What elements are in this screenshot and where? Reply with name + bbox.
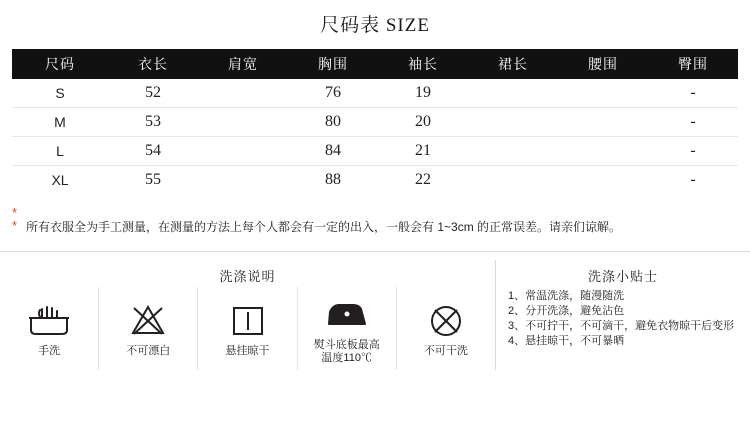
cell-skirt-length: [468, 137, 558, 166]
column-header-sleeve: 袖长: [408, 56, 438, 72]
cell-sleeve: 22: [415, 171, 431, 188]
wash-instructions-panel: [0, 260, 496, 370]
hand-wash-icon: [27, 301, 71, 341]
asterisk-icon: * *: [12, 205, 18, 233]
no-dry-clean-icon: [428, 301, 464, 341]
care-label-iron-low-temp: [314, 339, 380, 365]
wash-icon-row: [0, 287, 495, 370]
care-label-hand-wash: 手洗: [38, 345, 61, 357]
wash-tips-title: 洗涤小贴士: [587, 269, 658, 284]
cell-hip: -: [690, 171, 696, 188]
cell-shoulder: [198, 137, 288, 166]
cell-bust: 76: [325, 84, 341, 101]
page-title: 尺码表 SIZE: [320, 15, 430, 36]
iron-low-temp-icon: [325, 295, 369, 335]
cell-shoulder: [198, 166, 288, 195]
cell-shoulder: [198, 79, 288, 108]
cell-sleeve: 19: [415, 84, 431, 101]
care-item-hand-wash: [0, 287, 98, 370]
cell-skirt-length: [468, 108, 558, 137]
care-label-no-bleach: 不可漂白: [126, 345, 171, 357]
section-divider: [0, 251, 750, 252]
table-row: [12, 137, 738, 166]
cell-waist: [558, 79, 648, 108]
wash-tips-panel: [496, 260, 750, 370]
cell-size: XL: [51, 172, 69, 188]
cell-length: 55: [145, 171, 161, 188]
list-item: 1、常温洗涤，随漫随洗: [508, 290, 625, 302]
cell-sleeve: 20: [415, 113, 431, 130]
cell-hip: -: [690, 84, 696, 101]
wash-tips-list: [502, 289, 744, 349]
care-label-iron-line2: 温度110℃: [321, 351, 372, 364]
table-header-row: [12, 49, 738, 79]
wash-care-section: [0, 260, 750, 370]
size-table-container: [0, 37, 750, 194]
cell-size: L: [56, 143, 64, 159]
cell-waist: [558, 108, 648, 137]
size-table-body: [12, 79, 738, 194]
column-header-length: 衣长: [138, 56, 168, 72]
care-label-hang-dry: 悬挂晾干: [225, 345, 270, 357]
cell-bust: 88: [325, 171, 341, 188]
care-item-hang-dry: [197, 287, 296, 370]
measurement-note: [12, 205, 738, 237]
cell-size: M: [54, 114, 66, 130]
cell-waist: [558, 137, 648, 166]
cell-bust: 80: [325, 113, 341, 130]
cell-length: 54: [145, 142, 161, 159]
cell-skirt-length: [468, 79, 558, 108]
column-header-bust: 胸围: [318, 56, 348, 72]
list-item: 2、分开洗涤，避免沾色: [508, 305, 625, 317]
column-header-hip: 臀围: [678, 56, 708, 72]
cell-length: 53: [145, 113, 161, 130]
cell-hip: -: [690, 113, 696, 130]
size-table-head: [12, 49, 738, 79]
table-row: [12, 79, 738, 108]
no-bleach-icon: [128, 301, 168, 341]
table-row: [12, 108, 738, 137]
size-table: [12, 49, 738, 194]
hang-dry-icon: [231, 301, 265, 341]
cell-size: S: [55, 85, 65, 101]
care-item-iron-low-temp: [297, 287, 396, 370]
cell-hip: -: [690, 142, 696, 159]
column-header-shoulder: 肩宽: [228, 56, 258, 72]
list-item: 3、不可拧干，不可滴干，避免衣物晾干后变形: [508, 320, 735, 332]
care-item-no-bleach: [98, 287, 197, 370]
wash-instructions-title: 洗涤说明: [219, 269, 276, 284]
care-label-no-dry-clean: 不可干洗: [423, 345, 468, 357]
cell-length: 52: [145, 84, 161, 101]
measurement-note-text: 所有衣服全为手工测量，在测量的方法上每个人都会有一定的出入，一般会有 1~3cm 的正常误差。请亲们谅解。: [26, 220, 622, 234]
cell-shoulder: [198, 108, 288, 137]
care-item-no-dry-clean: [396, 287, 495, 370]
column-header-skirt-length: 裙长: [498, 56, 528, 72]
cell-bust: 84: [325, 142, 341, 159]
column-header-waist: 腰围: [588, 56, 618, 72]
column-header-size: 尺码: [45, 56, 75, 72]
table-row: [12, 166, 738, 195]
list-item: 4、悬挂晾干，不可暴晒: [508, 335, 625, 347]
cell-waist: [558, 166, 648, 195]
care-label-iron-line1: 熨斗底板最高: [313, 338, 380, 351]
cell-sleeve: 21: [415, 142, 431, 159]
cell-skirt-length: [468, 166, 558, 195]
